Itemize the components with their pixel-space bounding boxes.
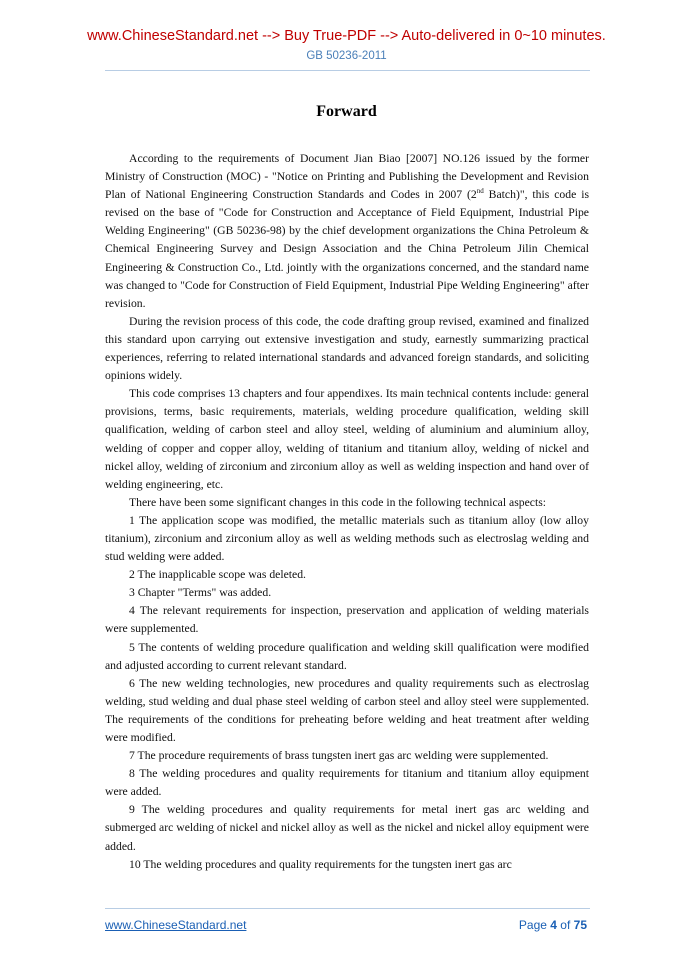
superscript-nd: nd (476, 187, 484, 196)
footer-site-link[interactable]: www.ChineseStandard.net (105, 918, 247, 932)
change-item-1: 1 The application scope was modified, the metallic materials such as titanium alloy (low alloy titanium), zirconium and zirconium alloy as well as welding methods such as electroslag welding and stud welding were added. (105, 513, 589, 564)
current-page: 4 (550, 918, 557, 932)
change-item-9: 9 The welding procedures and quality requirements for metal inert gas arc welding and submerged arc welding of nickel and nickel alloy as well as the nickel and nickel alloy equipment were added. (105, 803, 589, 853)
change-item-5: 5 The contents of welding procedure qualification and welding skill qualification were modified and adjusted according to current relevant standard. (105, 640, 589, 672)
paragraph-4: There have been some significant changes in this code in the following technical aspects: (129, 495, 547, 509)
header-divider (105, 70, 590, 71)
total-pages: 75 (573, 918, 587, 932)
change-item-8: 8 The welding procedures and quality requirements for titanium and titanium alloy equipment were added. (105, 767, 589, 799)
document-body (105, 150, 589, 874)
change-item-6: 6 The new welding technologies, new procedures and quality requirements such as electroslag welding, stud welding and dual phase steel welding of carbon steel and alloy steel were supplemented. The requirements of the conditions for preheating before welding and heat treatment after welding were modified. (105, 676, 589, 744)
change-item-10: 10 The welding procedures and quality requirements for the tungsten inert gas arc (129, 857, 512, 871)
document-id: GB 50236-2011 (306, 50, 387, 62)
change-item-7: 7 The procedure requirements of brass tungsten inert gas arc welding were supplemented. (129, 749, 549, 763)
change-item-2: 2 The inapplicable scope was deleted. (129, 568, 306, 582)
footer-divider (105, 908, 590, 909)
change-item-4: 4 The relevant requirements for inspection, preservation and application of welding materials were supplemented. (105, 604, 589, 636)
page-title: Forward (316, 103, 377, 120)
change-item-3: 3 Chapter "Terms" was added. (129, 586, 272, 600)
page-indicator: Page 4 of 75 (518, 918, 587, 932)
paragraph-3: This code comprises 13 chapters and four appendixes. Its main technical contents include: general provisions, terms, basic requirements, materials, welding procedure qualification, welding skill qualification, welding of carbon steel and alloy steel, welding of aluminium and aluminium alloy, welding of copper and copper alloy, welding of titanium and titanium alloy, welding of nickel and nickel alloy, welding of zirconium and zirconium alloy as well as welding inspection and hand over of welding engineering, etc. (105, 387, 589, 491)
paragraph-1: According to the requirements of Document Jian Biao [2007] NO.126 issued by the former Ministry of Construction (MOC) - "Notice on Printing and Publishing the Development and Revision Plan of National Engineering Construction Standards and Codes in 2007 (2nd Batch)", this code is revised on the base of "Code for Construction and Acceptance of Field Equipment, Industrial Pipe Welding Engineering" (GB 50236-98) by the chief development organizations the China Petroleum & Chemical Engineering Survey and Design Association and the China Petroleum Jilin Chemical Engineering & Construction Co., Ltd. jointly with the organizations concerned, and the standard name was changed to "Code for Construction of Field Equipment, Industrial Pipe Welding Engineering" after revision. (105, 152, 589, 310)
paragraph-2: During the revision process of this code, the code drafting group revised, examined and finalized this standard upon carrying out extensive investigation and study, earnestly summarizing practical experiences, referring to related international standards and advanced foreign standards, and soliciting opinions widely. (105, 314, 589, 383)
promo-banner[interactable]: www.ChineseStandard.net --> Buy True-PDF --> Auto-delivered in 0~10 minutes. (87, 28, 606, 44)
